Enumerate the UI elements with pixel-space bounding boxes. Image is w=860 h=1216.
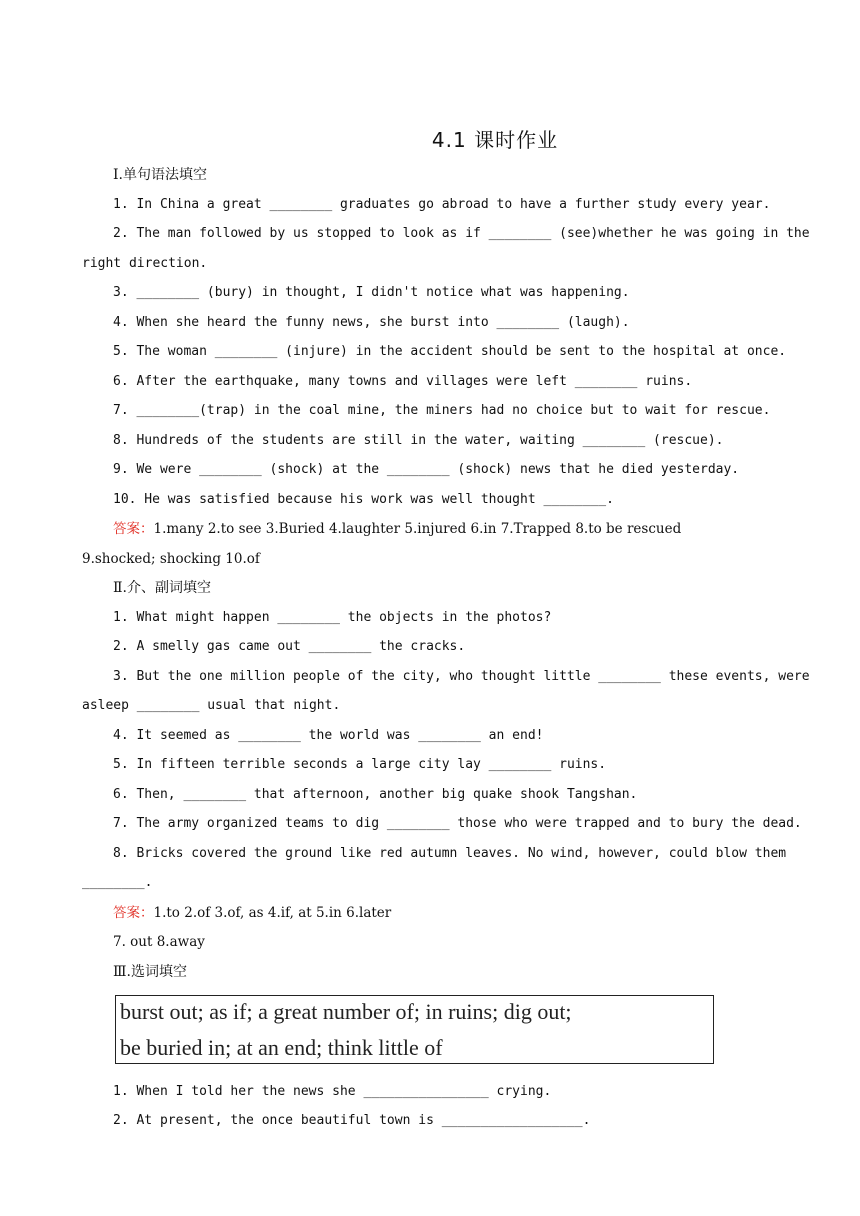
answer-label: 答案： bbox=[113, 905, 154, 921]
answer-line bbox=[113, 520, 813, 539]
exercise-item: 8. Hundreds of the students are still in the water, waiting ________ (rescue). bbox=[113, 433, 724, 448]
section-heading-word-choice: Ⅲ.选词填空 bbox=[113, 964, 187, 980]
exercise-item: 7. ________(trap) in the coal mine, the miners had no choice but to wait for rescue. bbox=[113, 403, 771, 418]
page-title: 4.1 课时作业 bbox=[431, 128, 559, 152]
answer-text: 1.to 2.of 3.of, as 4.if, at 5.in 6.later bbox=[153, 905, 392, 921]
exercise-item: 3. ________ (bury) in thought, I didn't notice what was happening. bbox=[113, 285, 630, 300]
word-bank-line: burst out; as if; a great number of; in ruins; dig out; bbox=[120, 999, 572, 1024]
exercise-item: 6. After the earthquake, many towns and villages were left ________ ruins. bbox=[113, 374, 693, 389]
answer-text-continuation: 7. out 8.away bbox=[113, 934, 205, 950]
exercise-item: 5. The woman ________ (injure) in the accident should be sent to the hospital at once. bbox=[113, 344, 787, 359]
exercise-item: 2. A smelly gas came out ________ the cracks. bbox=[113, 639, 466, 654]
exercise-item: 8. Bricks covered the ground like red autumn leaves. No wind, however, could blow them bbox=[113, 846, 787, 861]
exercise-item: 9. We were ________ (shock) at the ________ (shock) news that he died yesterday. bbox=[113, 462, 740, 477]
exercise-item: 4. When she heard the funny news, she burst into ________ (laugh). bbox=[113, 315, 630, 330]
exercise-item-continuation: ________. bbox=[82, 875, 153, 890]
answer-line bbox=[113, 904, 813, 923]
exercise-item: 1. In China a great ________ graduates go abroad to have a further study every year. bbox=[113, 197, 771, 212]
exercise-item: 2. The man followed by us stopped to look as if ________ (see)whether he was going in the bbox=[113, 226, 810, 241]
word-bank-box bbox=[115, 995, 714, 1064]
exercise-item: 1. What might happen ________ the objects in the photos? bbox=[113, 610, 552, 625]
answer-text: 1.many 2.to see 3.Buried 4.laughter 5.injured 6.in 7.Trapped 8.to be rescued bbox=[153, 521, 682, 537]
exercise-item-continuation: asleep ________ usual that night. bbox=[82, 698, 341, 713]
exercise-item: 1. When I told her the news she ________________ crying. bbox=[113, 1084, 552, 1099]
exercise-item: 6. Then, ________ that afternoon, another big quake shook Tangshan. bbox=[113, 787, 638, 802]
exercise-item: 5. In fifteen terrible seconds a large city lay ________ ruins. bbox=[113, 757, 607, 772]
section-heading-prepositions: Ⅱ.介、副词填空 bbox=[113, 580, 211, 596]
answer-label: 答案： bbox=[113, 521, 154, 537]
word-bank-line: be buried in; at an end; think little of bbox=[120, 1035, 443, 1060]
answer-text-continuation: 9.shocked; shocking 10.of bbox=[82, 551, 260, 567]
section-heading-grammar: Ⅰ.单句语法填空 bbox=[113, 167, 207, 183]
exercise-item: 4. It seemed as ________ the world was ________ an end! bbox=[113, 728, 544, 743]
exercise-item: 3. But the one million people of the city, who thought little ________ these events, were bbox=[113, 669, 810, 684]
exercise-item-continuation: right direction. bbox=[82, 256, 208, 271]
exercise-item: 7. The army organized teams to dig ________ those who were trapped and to bury the dead. bbox=[113, 816, 802, 831]
exercise-item: 2. At present, the once beautiful town is __________________. bbox=[113, 1113, 591, 1128]
exercise-item: 10. He was satisfied because his work was well thought ________. bbox=[113, 492, 614, 507]
